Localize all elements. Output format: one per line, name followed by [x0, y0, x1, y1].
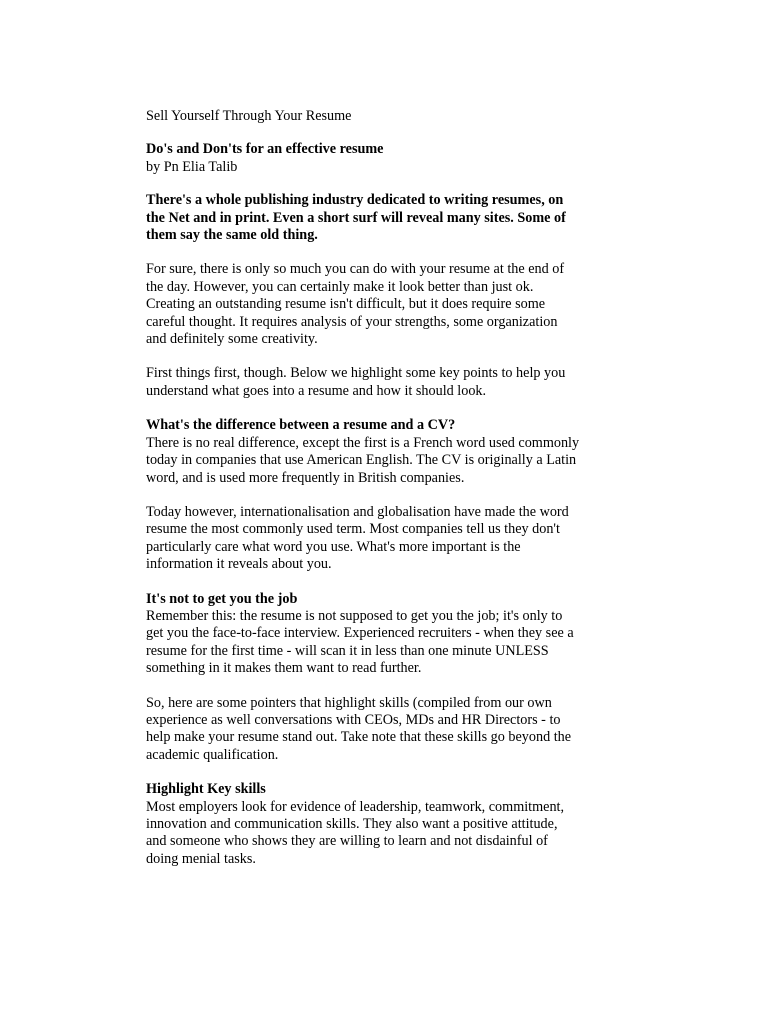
paragraph-1 — [146, 261, 616, 348]
paragraph-line: understand what goes into a resume and how it should look. — [146, 382, 487, 399]
paragraph-line: something in it makes them want to read further. — [146, 660, 422, 677]
paragraph-line: word, and is used more frequently in British companies. — [146, 469, 465, 486]
paragraph-line: For sure, there is only so much you can do with your resume at the end of — [146, 261, 565, 278]
paragraph-line: Creating an outstanding resume isn't difficult, but it does require some — [146, 296, 546, 313]
paragraph-line: get you the face-to-face interview. Experienced recruiters - when they see a — [146, 625, 574, 642]
paragraph-line: Remember this: the resume is not supposed to get you the job; it's only to — [146, 607, 563, 624]
document-title — [146, 108, 616, 125]
intro-line: There's a whole publishing industry dedicated to writing resumes, on — [146, 192, 564, 209]
intro-line: the Net and in print. Even a short surf will reveal many sites. Some of — [146, 209, 566, 226]
document-title-text: Sell Yourself Through Your Resume — [146, 108, 352, 124]
paragraph-line: help make your resume stand out. Take note that these skills go beyond the — [146, 729, 572, 746]
paragraph-line: Today however, internationalisation and globalisation have made the word — [146, 503, 569, 520]
section-resume-vs-cv — [146, 417, 616, 487]
document-body — [146, 108, 616, 885]
paragraph-4 — [146, 695, 616, 765]
paragraph-line: and definitely some creativity. — [146, 331, 318, 348]
section-key-skills — [146, 781, 616, 868]
paragraph-3 — [146, 504, 616, 574]
paragraph-line: the day. However, you can certainly make it look better than just ok. — [146, 278, 534, 295]
paragraph-line: Most employers look for evidence of leadership, teamwork, commitment, — [146, 798, 565, 815]
section-heading: It's not to get you the job — [146, 590, 298, 607]
paragraph-line: There is no real difference, except the first is a French word used commonly — [146, 434, 580, 451]
section-heading: What's the difference between a resume and a CV? — [146, 417, 456, 434]
paragraph-line: today in companies that use American English. The CV is originally a Latin — [146, 452, 577, 469]
document-subtitle: Do's and Don'ts for an effective resume — [146, 141, 384, 158]
author-byline: by Pn Elia Talib — [146, 158, 238, 175]
paragraph-line: First things first, though. Below we highlight some key points to help you — [146, 365, 566, 382]
paragraph-line: So, here are some pointers that highlight skills (compiled from our own — [146, 694, 552, 711]
paragraph-line: and someone who shows they are willing to learn and not disdainful of — [146, 833, 548, 850]
paragraph-line: doing menial tasks. — [146, 850, 256, 867]
paragraph-line: resume the most commonly used term. Most companies tell us they don't — [146, 521, 560, 538]
paragraph-line: careful thought. It requires analysis of your strengths, some organization — [146, 313, 558, 330]
paragraph-line: innovation and communication skills. They also want a positive attitude, — [146, 816, 558, 832]
paragraph-line: academic qualification. — [146, 746, 279, 763]
section-not-to-get-job — [146, 591, 616, 678]
paragraph-line: information it reveals about you. — [146, 556, 332, 573]
section-heading: Highlight Key skills — [146, 781, 266, 798]
paragraph-line: resume for the first time - will scan it in less than one minute UNLESS — [146, 642, 549, 659]
intro-paragraph — [146, 192, 616, 244]
paragraph-line: experience as well conversations with CEOs, MDs and HR Directors - to — [146, 711, 561, 728]
intro-line: them say the same old thing. — [146, 227, 318, 244]
paragraph-2 — [146, 365, 616, 400]
subtitle-block — [146, 141, 616, 176]
paragraph-line: particularly care what word you use. What's more important is the — [146, 538, 521, 555]
